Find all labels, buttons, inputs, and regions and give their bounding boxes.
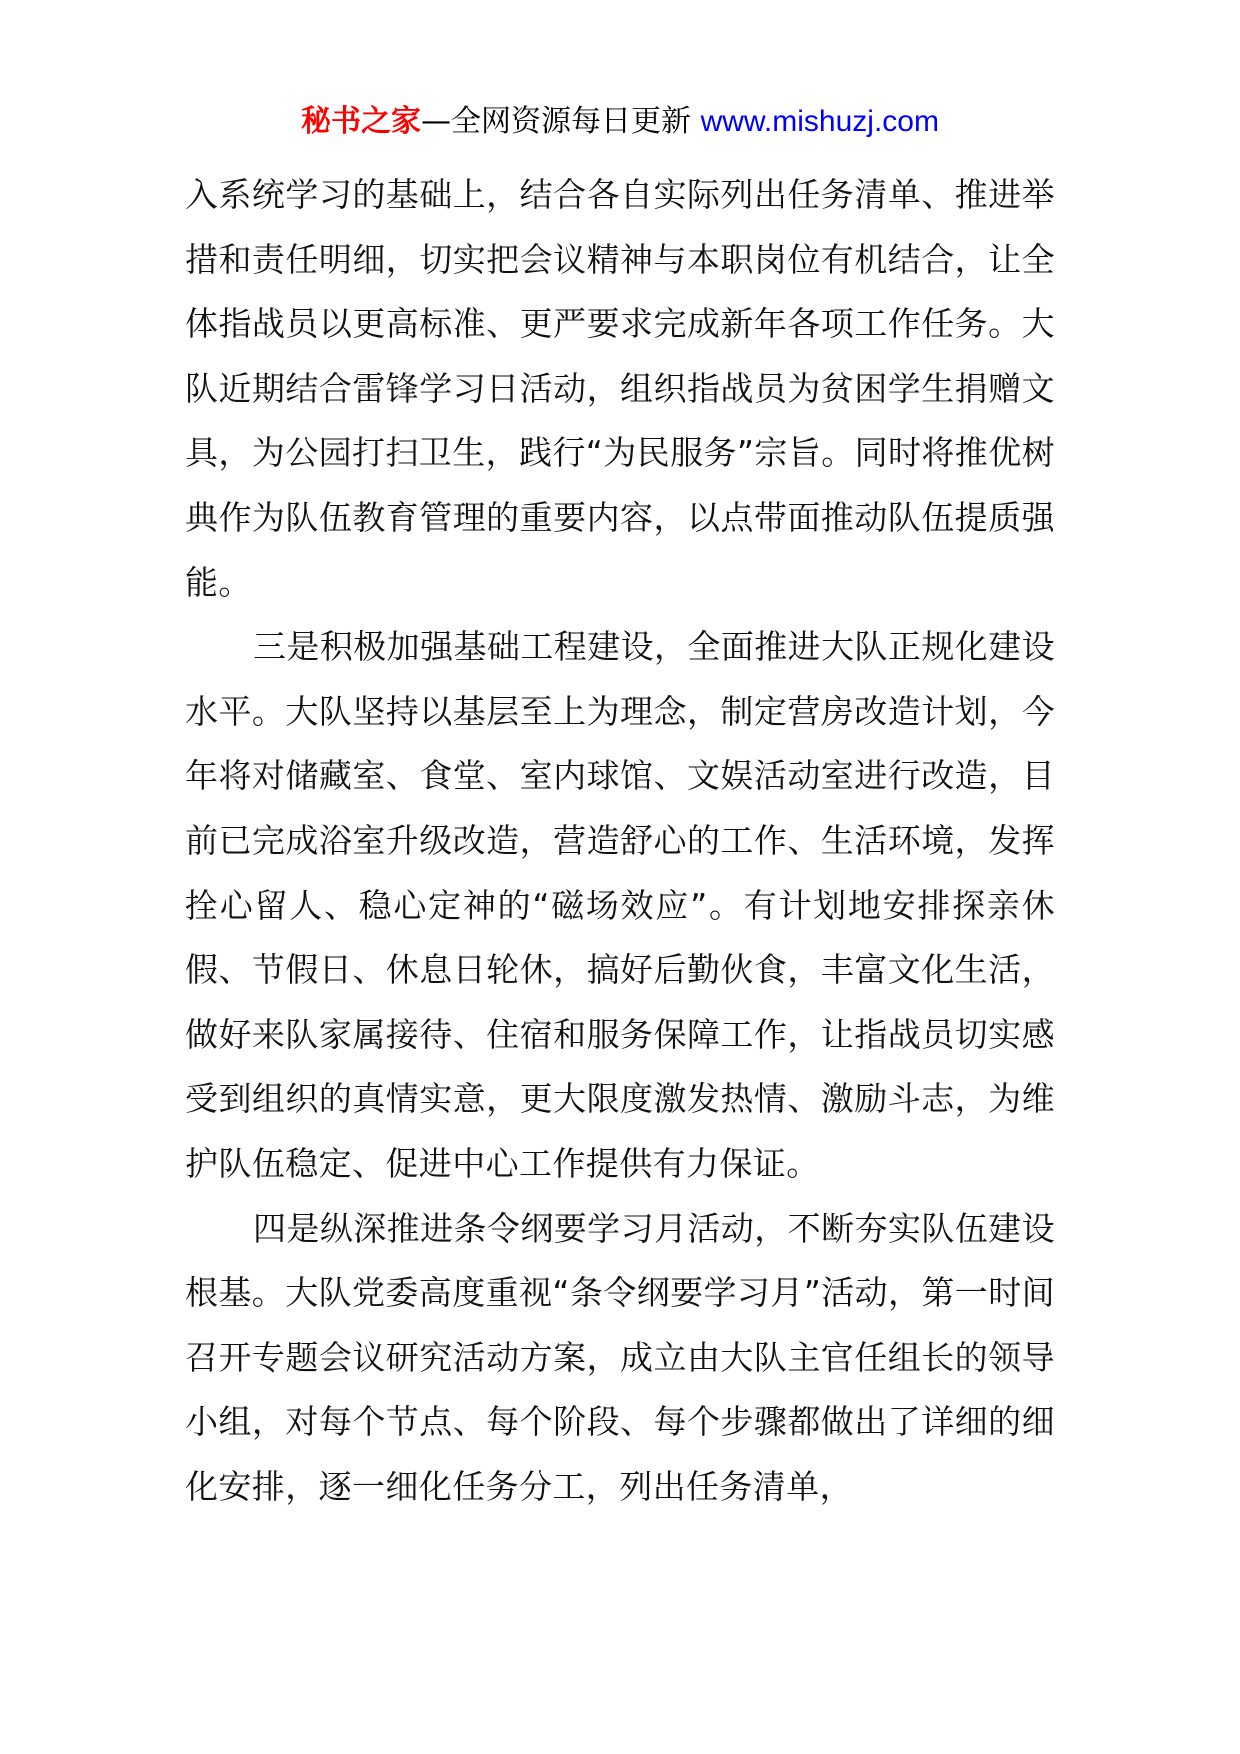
header-url-link[interactable]: www.mishuzj.com xyxy=(700,105,939,138)
page-header xyxy=(0,100,1240,144)
paragraph-item-four: 四是纵深推进条令纲要学习月活动，不断夯实队伍建设根基。大队党委高度重视“条令纲要学习月”活动，第一时间召开专题会议研究活动方案，成立由大队主官任组长的领导小组，对每个节点、每个阶段、每个步骤都做出了详细的细化安排，逐一细化任务分工，列出任务清单， xyxy=(185,1208,1055,1506)
paragraph-continuation: 入系统学习的基础上，结合各自实际列出任务清单、推进举措和责任明细，切实把会议精神与本职岗位有机结合，让全体指战员以更高标准、更严要求完成新年各项工作任务。大队近期结合雷锋学习日活动，组织指战员为贫困学生捐赠文具，为公园打扫卫生，践行“为民服务”宗旨。同时将推优树典作为队伍教育管理的重要内容，以点带面推动队伍提质强能。 xyxy=(185,175,1055,602)
paragraph-item-three: 三是积极加强基础工程建设，全面推进大队正规化建设水平。大队坚持以基层至上为理念，制定营房改造计划，今年将对储藏室、食堂、室内球馆、文娱活动室进行改造，目前已完成浴室升级改造，营造舒心的工作、生活环境，发挥拴心留人、稳心定神的“磁场效应”。有计划地安排探亲休假、节假日、休息日轮休，搞好后勤伙食，丰富文化生活，做好来队家属接待、住宿和服务保障工作，让指战员切实感受到组织的真情实意，更大限度激发热情、激励斗志，为维护队伍稳定、促进中心工作提供有力保证。 xyxy=(185,627,1055,1183)
header-brand: 秘书之家 xyxy=(301,104,422,139)
document-body xyxy=(185,163,1055,1519)
header-tagline: —全网资源每日更新 xyxy=(421,104,701,139)
